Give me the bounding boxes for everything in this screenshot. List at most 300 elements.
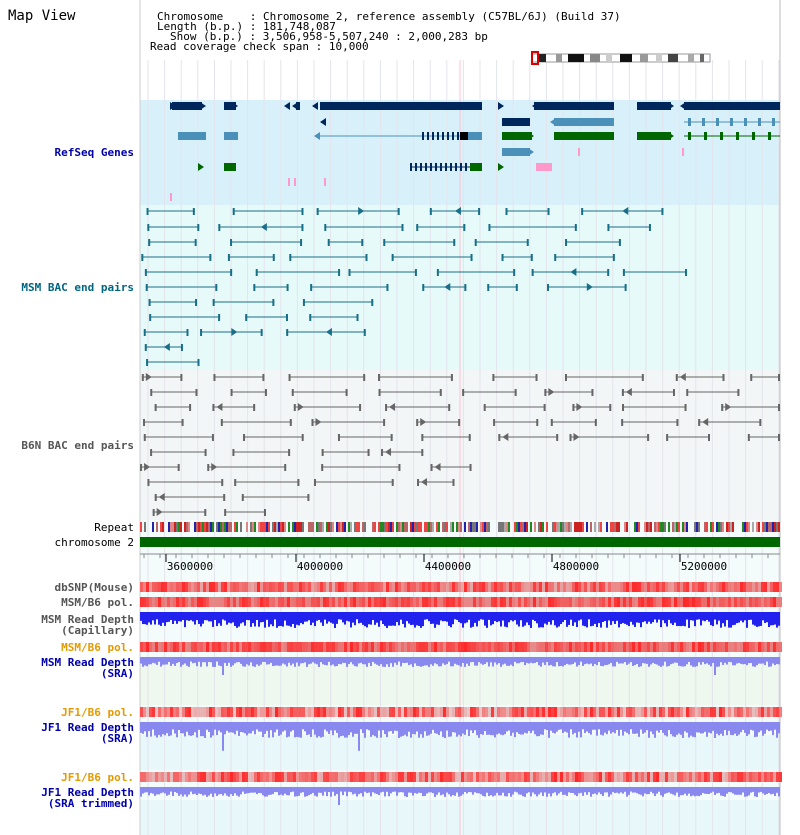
depth-bar [750, 657, 752, 663]
depth-bar [382, 722, 384, 730]
repeat-element [456, 522, 458, 532]
heat-cell [278, 707, 281, 717]
depth-bar [580, 722, 582, 737]
heat-cell [560, 582, 563, 592]
track-label-jf1-pol-2[interactable]: JF1/B6 pol. [61, 771, 134, 784]
depth-bar [286, 612, 288, 625]
heat-cell [704, 582, 707, 592]
track-label-jf1-pol-1[interactable]: JF1/B6 pol. [61, 706, 134, 719]
bac-end [256, 269, 258, 276]
track-label-msm-bac[interactable]: MSM BAC end pairs [21, 281, 134, 294]
heat-cell [758, 772, 761, 782]
track-label-dbsnp[interactable]: dbSNP(Mouse) [54, 581, 134, 594]
depth-bar [648, 722, 650, 738]
depth-bar [608, 787, 610, 797]
heat-cell [185, 642, 188, 652]
heat-cell [518, 582, 521, 592]
depth-bar [666, 657, 668, 666]
depth-bar [376, 722, 378, 738]
heat-cell [515, 772, 518, 782]
bac-end [189, 404, 191, 411]
depth-bar [684, 612, 686, 626]
heat-cell [413, 582, 416, 592]
depth-bar [252, 722, 254, 731]
heat-cell [425, 772, 428, 782]
depth-bar [404, 612, 406, 627]
depth-bar [418, 612, 420, 626]
depth-bar [756, 657, 758, 665]
depth-bar [384, 657, 386, 667]
depth-bar [234, 612, 236, 626]
heat-cell [761, 597, 764, 607]
heat-cell [416, 772, 419, 782]
heat-cell [341, 597, 344, 607]
depth-bar [440, 722, 442, 731]
heat-cell [143, 582, 146, 592]
depth-bar [234, 787, 236, 793]
depth-bar [602, 657, 604, 666]
depth-bar [412, 657, 414, 667]
depth-bar [672, 787, 674, 794]
depth-bar [762, 657, 764, 664]
heat-cell [194, 642, 197, 652]
depth-bar [732, 787, 734, 793]
repeat-element [498, 522, 500, 532]
depth-bar [162, 612, 164, 623]
heat-cell [506, 642, 509, 652]
heat-cell [263, 642, 266, 652]
repeat-element [280, 522, 282, 532]
heat-cell [626, 772, 629, 782]
depth-bar [414, 612, 416, 628]
heat-cell [146, 707, 149, 717]
depth-bar [492, 722, 494, 735]
depth-bar [354, 612, 356, 625]
depth-bar [362, 612, 364, 625]
heat-cell [287, 597, 290, 607]
heat-cell [260, 772, 263, 782]
depth-bar [200, 657, 202, 667]
heat-cell [671, 582, 674, 592]
heat-cell [410, 597, 413, 607]
depth-bar [302, 722, 304, 729]
track-label-msm-depth-sra[interactable] [0, 657, 134, 679]
depth-bar [654, 612, 656, 619]
heat-cell [743, 597, 746, 607]
depth-bar [210, 612, 212, 621]
repeat-element [718, 522, 720, 532]
heat-cell [305, 642, 308, 652]
heat-cell [488, 582, 491, 592]
heat-cell [725, 707, 728, 717]
track-label-jf1-depth-sra[interactable] [0, 722, 134, 744]
depth-bar [140, 787, 142, 797]
repeat-element [354, 522, 356, 532]
heat-cell [245, 582, 248, 592]
heat-cell [710, 707, 713, 717]
heat-cell [185, 707, 188, 717]
depth-bar [180, 612, 182, 622]
repeat-element [186, 522, 188, 532]
depth-bar [218, 612, 220, 623]
depth-bar [746, 612, 748, 628]
depth-bar [402, 612, 404, 624]
depth-bar [386, 612, 388, 628]
depth-bar [730, 722, 732, 735]
track-label-msm-depth-capillary[interactable] [0, 614, 134, 636]
depth-bar [466, 787, 468, 793]
heat-cell [668, 597, 671, 607]
depth-bar [472, 722, 474, 733]
depth-bar [660, 657, 662, 667]
depth-bar [650, 657, 652, 664]
depth-bar [684, 657, 686, 666]
heat-cell [386, 772, 389, 782]
bac-end [379, 389, 381, 396]
repeat-element [160, 522, 162, 532]
heat-cell [707, 707, 710, 717]
heat-cell [608, 597, 611, 607]
repeat-element [464, 522, 466, 532]
depth-bar [510, 787, 512, 797]
heat-cell [146, 642, 149, 652]
depth-bar [538, 787, 540, 794]
bac-end [155, 494, 157, 501]
heat-cell [626, 642, 629, 652]
depth-bar [684, 787, 686, 794]
repeat-element [322, 522, 324, 532]
depth-bar [694, 722, 696, 737]
heat-cell [683, 772, 686, 782]
heat-cell [218, 772, 221, 782]
heat-cell [452, 582, 455, 592]
heat-cell [380, 597, 383, 607]
depth-bar [368, 612, 370, 624]
bac-end [673, 389, 675, 396]
repeat-element [576, 522, 578, 532]
depth-bar [152, 787, 154, 794]
depth-bar [674, 612, 676, 623]
bac-end [321, 464, 323, 471]
depth-bar [428, 787, 430, 792]
heat-cell [725, 772, 728, 782]
repeat-element [508, 522, 510, 532]
depth-bar [422, 787, 424, 796]
heat-cell [731, 642, 734, 652]
heat-cell [539, 772, 542, 782]
depth-bar [462, 657, 464, 663]
repeat-element [302, 522, 304, 532]
heat-cell [464, 582, 467, 592]
heat-cell [269, 597, 272, 607]
depth-bar [602, 612, 604, 622]
depth-bar [590, 612, 592, 626]
depth-bar [650, 612, 652, 624]
heat-cell [146, 772, 149, 782]
bac-end [431, 464, 433, 471]
repeat-element [654, 522, 656, 532]
heat-cell [140, 597, 143, 607]
heat-cell [203, 642, 206, 652]
heat-cell [197, 582, 200, 592]
heat-cell [602, 642, 605, 652]
chromosome-info: Chromosome : Chromosome 2, reference assembly (C57BL/6J) (Build 37) [157, 10, 621, 23]
repeat-element [758, 522, 760, 532]
depth-bar [576, 612, 578, 627]
track-label-msm-pol-1[interactable]: MSM/B6 pol. [61, 596, 134, 609]
depth-bar [422, 657, 424, 666]
bac-end [328, 239, 330, 246]
bac-end [287, 284, 289, 291]
heat-cell [527, 582, 530, 592]
heat-cell [479, 582, 482, 592]
repeat-element [174, 522, 176, 532]
depth-bar [298, 787, 300, 796]
depth-bar [336, 657, 338, 666]
heat-cell [389, 597, 392, 607]
track-label-b6n-bac[interactable]: B6N BAC end pairs [21, 439, 134, 452]
depth-bar [616, 657, 618, 662]
heat-cell [158, 597, 161, 607]
heat-cell [554, 597, 557, 607]
heat-cell [353, 597, 356, 607]
heat-cell [698, 597, 701, 607]
heat-cell [533, 642, 536, 652]
depth-bar [304, 657, 306, 662]
heat-cell [437, 582, 440, 592]
depth-bar [686, 787, 688, 796]
heat-cell [200, 707, 203, 717]
depth-bar [454, 787, 456, 796]
depth-bar [464, 612, 466, 623]
track-label-chromosome[interactable]: chromosome 2 [54, 536, 134, 549]
bac-end [469, 434, 471, 441]
repeat-element [730, 522, 732, 532]
depth-bar [246, 722, 248, 735]
depth-bar [660, 722, 662, 730]
heat-cell [725, 597, 728, 607]
heat-cell [296, 642, 299, 652]
depth-bar [302, 787, 304, 792]
depth-bar [740, 787, 742, 795]
depth-bar [408, 657, 410, 665]
repeat-element [542, 522, 544, 532]
depth-bar [304, 612, 306, 622]
heat-cell [704, 642, 707, 652]
depth-bar [502, 722, 504, 735]
heat-cell [719, 642, 722, 652]
depth-bar [196, 657, 198, 666]
depth-bar [568, 657, 570, 665]
depth-bar [668, 722, 670, 730]
bac-end [453, 239, 455, 246]
depth-bar [240, 787, 242, 794]
depth-bar [368, 787, 370, 793]
track-label-repeat[interactable]: Repeat [94, 521, 134, 534]
depth-bar [776, 612, 778, 628]
depth-bar [592, 612, 594, 626]
depth-bar [424, 612, 426, 620]
heat-cell [431, 642, 434, 652]
depth-bar [376, 657, 378, 665]
depth-bar [460, 722, 462, 736]
track-label-refseq[interactable]: RefSeq Genes [54, 146, 134, 159]
depth-bar [520, 787, 522, 795]
heat-cell [536, 707, 539, 717]
heat-cell [380, 642, 383, 652]
depth-bar [608, 657, 610, 664]
heat-cell [674, 582, 677, 592]
heat-cell [677, 597, 680, 607]
track-label-jf1-depth-trimmed[interactable] [0, 787, 134, 809]
repeat-element [446, 522, 448, 532]
heat-cell [320, 642, 323, 652]
depth-bar [560, 722, 562, 729]
heat-cell [686, 707, 689, 717]
heat-cell [563, 707, 566, 717]
depth-bar [516, 612, 518, 624]
depth-bar [634, 657, 636, 665]
depth-bar [254, 722, 256, 734]
depth-bar [382, 787, 384, 792]
depth-bar [716, 722, 718, 734]
heat-cell [401, 642, 404, 652]
depth-bar [372, 722, 374, 735]
depth-bar [726, 657, 728, 665]
depth-bar [622, 612, 624, 623]
heat-cell [263, 772, 266, 782]
depth-bar [402, 722, 404, 736]
depth-bar [244, 722, 246, 733]
depth-bar [480, 787, 482, 794]
depth-bar [270, 722, 272, 730]
heat-cell [635, 772, 638, 782]
heat-cell [440, 582, 443, 592]
depth-bar [354, 722, 356, 734]
depth-bar [642, 612, 644, 622]
refseq-gene [772, 118, 775, 126]
heat-cell [563, 597, 566, 607]
heat-cell [188, 707, 191, 717]
bac-end [144, 329, 146, 336]
depth-bar [260, 612, 262, 622]
depth-bar [344, 722, 346, 738]
depth-bar [232, 612, 234, 622]
bac-end [484, 404, 486, 411]
heat-cell [392, 597, 395, 607]
depth-bar [766, 612, 768, 622]
depth-bar [452, 657, 454, 666]
track-label-msm-pol-2[interactable]: MSM/B6 pol. [61, 641, 134, 654]
depth-bar [340, 787, 342, 792]
bac-end [195, 389, 197, 396]
bac-end [301, 208, 303, 215]
coverage-value: 10,000 [328, 40, 369, 53]
depth-bar [678, 612, 680, 626]
repeat-element [720, 522, 722, 532]
depth-bar [188, 657, 190, 667]
depth-bar [632, 612, 634, 625]
depth-bar [532, 612, 534, 620]
heat-cell [284, 582, 287, 592]
heat-cell [599, 642, 602, 652]
heat-cell [476, 642, 479, 652]
depth-bar [352, 722, 354, 737]
depth-bar [748, 787, 750, 795]
repeat-element [614, 522, 616, 532]
heat-cell [503, 597, 506, 607]
heat-cell [419, 582, 422, 592]
depth-bar [396, 657, 398, 665]
depth-bar [636, 722, 638, 733]
depth-bar [408, 722, 410, 732]
depth-bar [624, 787, 626, 792]
heat-cell [461, 772, 464, 782]
heat-cell [209, 597, 212, 607]
depth-bar [534, 787, 536, 794]
depth-bar [512, 612, 514, 621]
heat-cell [242, 707, 245, 717]
depth-bar [656, 787, 658, 794]
depth-bar [492, 612, 494, 624]
depth-bar [682, 612, 684, 626]
depth-bar [592, 657, 594, 666]
depth-bar [166, 657, 168, 664]
repeat-element [340, 522, 342, 532]
depth-bar [486, 787, 488, 793]
heat-cell [578, 597, 581, 607]
heat-cell [677, 707, 680, 717]
depth-bar [600, 612, 602, 628]
depth-bar [772, 657, 774, 663]
heat-cell [350, 772, 353, 782]
heat-cell [536, 597, 539, 607]
depth-bar [620, 787, 622, 792]
depth-bar [596, 657, 598, 665]
depth-bar [560, 657, 562, 666]
refseq-gene [502, 132, 532, 140]
depth-bar [474, 657, 476, 666]
heat-cell [281, 582, 284, 592]
depth-bar [652, 657, 654, 663]
heat-cell [224, 582, 227, 592]
repeat-element [726, 522, 728, 532]
heat-cell [473, 772, 476, 782]
depth-bar [416, 657, 418, 666]
heat-cell [266, 582, 269, 592]
heat-cell [689, 642, 692, 652]
depth-bar [300, 722, 302, 738]
heat-cell [674, 597, 677, 607]
heat-cell [206, 772, 209, 782]
depth-bar [580, 657, 582, 662]
depth-bar [662, 722, 664, 733]
heat-cell [275, 597, 278, 607]
heat-cell [422, 582, 425, 592]
heat-cell [770, 642, 773, 652]
ideogram-band [656, 54, 662, 62]
depth-bar [760, 787, 762, 792]
depth-bar [284, 657, 286, 665]
heat-cell [695, 772, 698, 782]
depth-bar [760, 657, 762, 664]
heat-cell [485, 707, 488, 717]
heat-cell [533, 707, 536, 717]
heat-cell [377, 772, 380, 782]
bac-end [551, 419, 553, 426]
repeat-element [426, 522, 428, 532]
repeat-element [472, 522, 474, 532]
